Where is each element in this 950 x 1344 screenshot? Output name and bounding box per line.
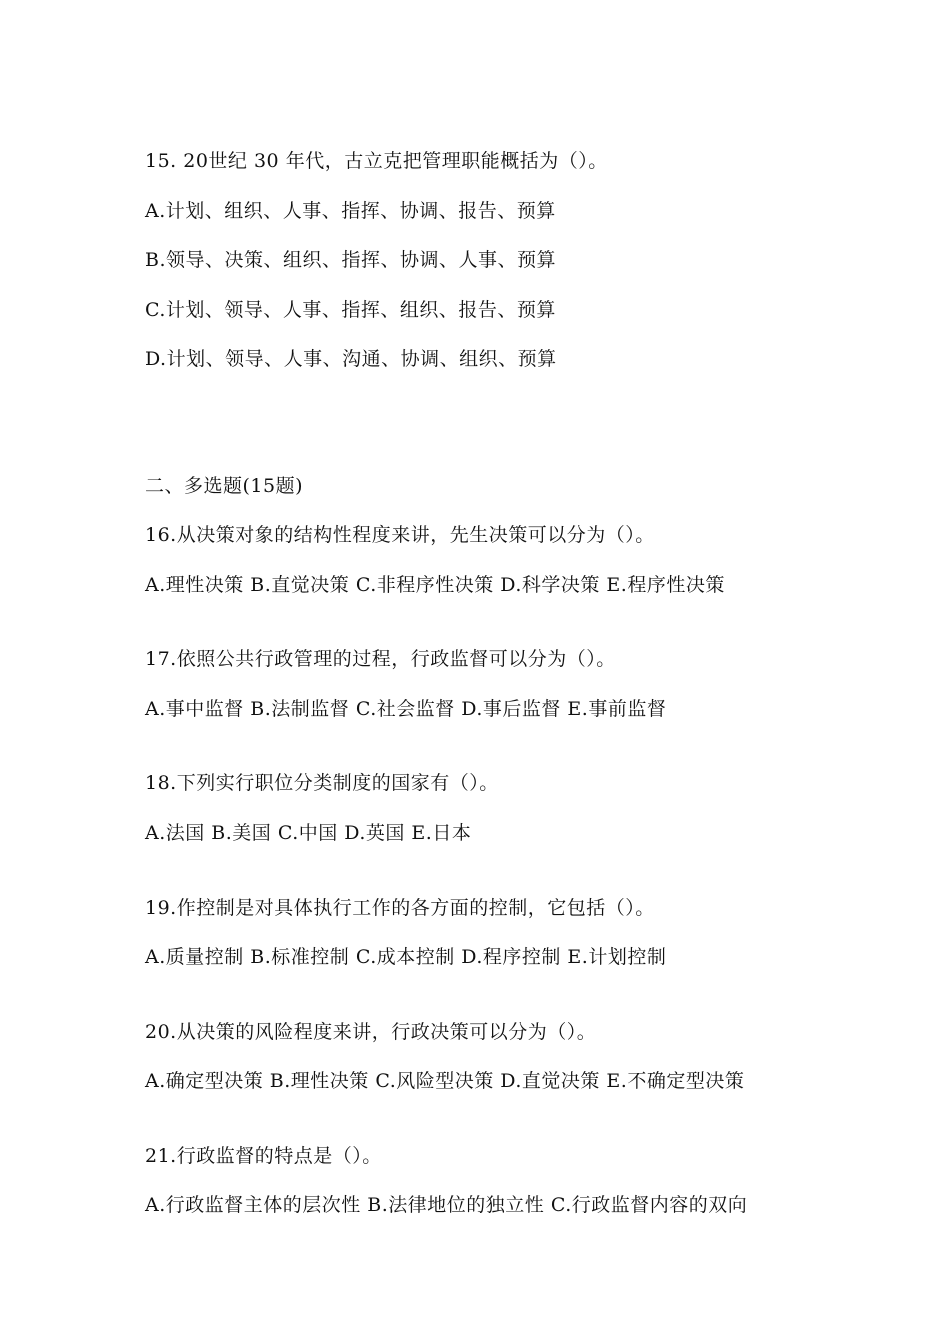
question-15-option-d: D.计划、领导、人事、沟通、协调、组织、预算: [145, 348, 557, 370]
question-19-stem: 19.作控制是对具体执行工作的各方面的控制，它包括（）。: [145, 897, 655, 919]
question-15-option-b: B.领导、决策、组织、指挥、协调、人事、预算: [145, 249, 557, 271]
question-15-option-a: A.计划、组织、人事、指挥、协调、报告、预算: [145, 200, 556, 222]
question-16-stem: 16.从决策对象的结构性程度来讲，先生决策可以分为（）。: [145, 524, 655, 546]
question-15-option-c: C.计划、领导、人事、指挥、组织、报告、预算: [145, 299, 556, 321]
question-17-options: A.事中监督 B.法制监督 C.社会监督 D.事后监督 E.事前监督: [145, 698, 667, 720]
question-20-stem: 20.从决策的风险程度来讲，行政决策可以分为（）。: [145, 1021, 597, 1043]
question-15-stem: 15. 20世纪 30 年代，古立克把管理职能概括为（）。: [145, 150, 608, 172]
question-20-options: A.确定型决策 B.理性决策 C.风险型决策 D.直觉决策 E.不确定型决策: [145, 1070, 745, 1092]
section-heading: 二、多选题(15题): [145, 475, 304, 497]
question-18-stem: 18.下列实行职位分类制度的国家有（）。: [145, 772, 499, 794]
question-16-options: A.理性决策 B.直觉决策 C.非程序性决策 D.科学决策 E.程序性决策: [145, 574, 725, 596]
question-21-options: A.行政监督主体的层次性 B.法律地位的独立性 C.行政监督内容的双向: [145, 1194, 748, 1216]
question-19-options: A.质量控制 B.标准控制 C.成本控制 D.程序控制 E.计划控制: [145, 946, 667, 968]
question-21-stem: 21.行政监督的特点是（）。: [145, 1145, 382, 1167]
question-17-stem: 17.依照公共行政管理的过程，行政监督可以分为（）。: [145, 648, 616, 670]
question-18-options: A.法国 B.美国 C.中国 D.英国 E.日本: [145, 822, 472, 844]
